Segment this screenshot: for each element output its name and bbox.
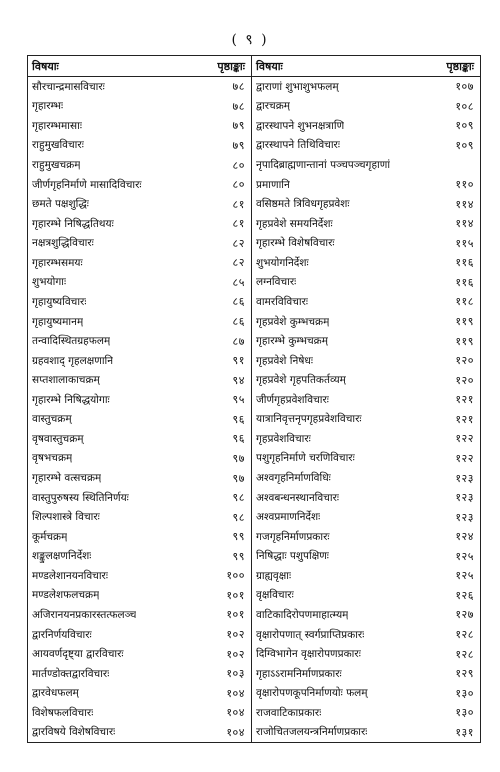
topic-text: कूर्मचक्रम् (32, 530, 68, 543)
page-ref: ८२ (232, 256, 245, 270)
page-ref: १२४ (455, 530, 474, 544)
right-index-row (252, 312, 480, 332)
page-ref: ९८ (232, 510, 245, 524)
right-index-row (252, 331, 480, 351)
topic-text: छमते पक्षशुद्धिः (32, 198, 89, 211)
page-ref: १०० (226, 569, 245, 583)
page-ref: १०१ (226, 608, 245, 622)
right-index-row (252, 370, 480, 390)
page-ref: ११४ (455, 197, 474, 211)
left-index-row (28, 273, 251, 293)
right-index-row (252, 586, 480, 606)
page-ref: १०८ (455, 99, 474, 113)
right-index-row (252, 116, 480, 136)
topic-text: मण्डलेशफलचक्रम् (32, 589, 100, 602)
left-index-row (28, 703, 251, 723)
left-index-row (28, 234, 251, 254)
topic-text: वाटिकादिरोपणमाहात्म्यम् (256, 608, 349, 621)
topic-text: वृषभचक्रम् (32, 452, 73, 465)
left-page-header: पृष्ठाङ्काः (217, 59, 245, 73)
left-index-row (28, 175, 251, 195)
page-ref: ९१ (232, 354, 245, 368)
right-index-row (252, 410, 480, 430)
page-ref: १०१ (226, 588, 245, 602)
page-ref: १३१ (455, 725, 474, 739)
topic-text: वृक्षारोपणकूपनिर्माणयोः फलम् (256, 687, 368, 700)
right-index-row (252, 77, 480, 97)
topic-text: राजवाटिकाप्रकारः (256, 706, 322, 719)
topic-text: सप्तशालाकाचक्रम् (32, 374, 100, 387)
left-index-row (28, 605, 251, 625)
left-index-row (28, 566, 251, 586)
topic-text: गृहारम्भे कुम्भचक्रम् (256, 335, 328, 348)
topic-text: तन्वादिस्थितग्रहफलम् (32, 335, 111, 348)
topic-text: मण्डलेशानयनविचारः (32, 569, 108, 582)
left-index-row (28, 77, 251, 97)
left-index-row (28, 683, 251, 703)
page-ref: ९७ (232, 471, 245, 485)
page-ref: १३० (455, 686, 474, 700)
page-ref: ८६ (232, 315, 245, 329)
right-index-row (252, 683, 480, 703)
topic-text: आयवर्णदृष्ट्या द्वारविचारः (32, 648, 124, 661)
topic-text: वृक्षविचारः (256, 589, 294, 602)
left-column (28, 56, 252, 742)
topic-text: गृहायुष्यमानम् (32, 315, 84, 328)
right-index-row (252, 253, 480, 273)
right-index-row (252, 97, 480, 117)
page-ref: ९५ (232, 393, 245, 407)
page-ref: १०९ (455, 119, 474, 133)
page-ref: १२३ (455, 491, 474, 505)
left-index-row (28, 214, 251, 234)
page-ref: १२१ (455, 393, 474, 407)
right-index-row (252, 488, 480, 508)
left-index-row (28, 449, 251, 469)
page-ref: १२३ (455, 471, 474, 485)
topic-text: द्वारचक्रम् (256, 100, 291, 113)
page-ref: ७९ (232, 119, 245, 133)
left-header-row (28, 56, 251, 77)
topic-text: निषिद्धाः पशुपक्षिणः (256, 550, 329, 563)
left-index-row (28, 625, 251, 645)
page-ref: ९६ (232, 412, 245, 426)
topic-text: गृहारम्भः (32, 100, 64, 113)
left-topic-header: विषयाः (32, 59, 59, 73)
page-ref: १२३ (455, 510, 474, 524)
left-index-row (28, 429, 251, 449)
page-ref: ११० (455, 178, 474, 192)
topic-text: वास्तुचक्रम् (32, 413, 72, 426)
left-index-row (28, 547, 251, 567)
topic-text: गृहारम्भे विशेषविचारः (256, 237, 335, 250)
topic-text: गृहाऽऽरामनिर्माणप्रकारः (256, 667, 342, 680)
topic-text: वृषवास्तुचक्रम् (32, 432, 84, 445)
right-index-row (252, 175, 480, 195)
topic-text: मार्तण्डोक्तद्वारविचारः (32, 667, 110, 680)
left-index-row (28, 370, 251, 390)
topic-text: नक्षत्रशुद्धिविचारः (32, 237, 94, 250)
page-ref: ११८ (455, 295, 474, 309)
left-index-row (28, 292, 251, 312)
right-rows (252, 77, 480, 742)
left-index-row (28, 664, 251, 684)
topic-text: गृहारम्भमासाः (32, 119, 82, 132)
left-index-row (28, 644, 251, 664)
right-index-row (252, 429, 480, 449)
topic-text: द्वारस्थापने तिथिविचारः (256, 139, 340, 152)
page-number: ( ९ ) (231, 32, 269, 48)
left-index-row (28, 468, 251, 488)
topic-text: अजिरानयनप्रकारस्तत्फलञ्च (32, 608, 137, 621)
left-index-row (28, 312, 251, 332)
page-ref: ९९ (232, 549, 245, 563)
left-index-row (28, 488, 251, 508)
topic-text: विशेषफलविचारः (32, 706, 94, 719)
page-ref: ७९ (232, 138, 245, 152)
page-ref: १०२ (226, 628, 245, 642)
page-ref: ९९ (232, 530, 245, 544)
page-ref: १०२ (226, 647, 245, 661)
topic-text: गृहप्रवेशविचारः (256, 432, 311, 445)
page-ref: १२१ (455, 412, 474, 426)
page-ref: ८६ (232, 295, 245, 309)
left-index-row (28, 155, 251, 175)
page-ref: १२९ (455, 667, 474, 681)
topic-text: सौरचान्द्रमासविचारः (32, 80, 105, 93)
left-rows (28, 77, 251, 742)
right-header-row (252, 56, 480, 77)
topic-text: गृहारम्भसमयः (32, 256, 83, 269)
right-index-row (252, 449, 480, 469)
page-ref: १०४ (226, 725, 245, 739)
topic-text: गृहप्रवेशे निषेधः (256, 354, 313, 367)
page-ref: ११६ (455, 275, 474, 289)
topic-text: दिग्विभागेन वृक्षारोपणप्रकारः (256, 648, 361, 661)
topic-text: शुभयोगनिर्देशः (256, 256, 309, 269)
topic-text: द्वारवेधफलम् (32, 687, 79, 700)
page-ref: १०३ (226, 667, 245, 681)
right-index-row (252, 390, 480, 410)
topic-text: लग्नविचारः (256, 276, 297, 289)
page-ref: १२८ (455, 647, 474, 661)
topic-text: यात्रानिवृत्तनृपगृहप्रवेशविचारः (256, 413, 362, 426)
page-ref: १२२ (455, 432, 474, 446)
right-index-row (252, 703, 480, 723)
left-index-row (28, 507, 251, 527)
topic-text: गजगृहनिर्माणप्रकारः (256, 530, 330, 543)
topic-text: अश्वप्रमाणनिर्देशः (256, 511, 321, 524)
page-ref: १०७ (455, 80, 474, 94)
left-index-row (28, 723, 251, 743)
page-ref: ८७ (232, 334, 245, 348)
left-index-row (28, 390, 251, 410)
topic-text: राहुमुखचक्रम् (32, 159, 81, 172)
page-ref: ११९ (455, 315, 474, 329)
left-index-row (28, 410, 251, 430)
page-ref: १०४ (226, 706, 245, 720)
topic-text: गृहप्रवेशे गृहपतिकर्तव्यम् (256, 374, 346, 387)
right-index-row (252, 507, 480, 527)
page-ref: १०९ (455, 138, 474, 152)
right-index-row (252, 136, 480, 156)
right-index-row (252, 351, 480, 371)
right-index-row (252, 273, 480, 293)
topic-text: प्रमाणानि (256, 178, 290, 191)
page-ref: १२५ (455, 549, 474, 563)
topic-text: वृक्षारोपणात् स्वर्गप्राप्तिप्रकारः (256, 628, 365, 641)
page-ref: १२२ (455, 451, 474, 465)
page-ref: ८० (232, 158, 245, 172)
page-ref: ८० (232, 178, 245, 192)
topic-text: शिल्पशास्त्रे विचारः (32, 511, 100, 524)
left-index-row (28, 97, 251, 117)
topic-text: शुभयोगाः (32, 276, 67, 289)
right-index-row (252, 664, 480, 684)
topic-text: गृहारम्भे निषिद्धयोगाः (32, 393, 110, 406)
page-ref: १२७ (455, 608, 474, 622)
right-index-row (252, 214, 480, 234)
page-ref: १२८ (455, 628, 474, 642)
page-ref: ७८ (232, 99, 245, 113)
page-ref: १२० (455, 354, 474, 368)
topic-text: नृपादिब्राह्मणान्तानां पञ्चपञ्चगृहाणां (256, 159, 391, 172)
topic-text: द्वारस्थापने शुभनक्षत्राणि (256, 119, 345, 132)
page-ref: ११४ (455, 217, 474, 231)
page-ref: ९६ (232, 432, 245, 446)
topic-text: पशुगृहनिर्माणे चरणिविचारः (256, 452, 355, 465)
left-index-row (28, 253, 251, 273)
topic-text: वसिष्ठमते त्रिविधगृहप्रवेशः (256, 198, 350, 211)
page-ref: १०४ (226, 686, 245, 700)
right-index-row (252, 234, 480, 254)
page-ref: १२६ (455, 588, 474, 602)
topic-text: शङ्कुलक्षणनिर्देशः (32, 550, 92, 563)
topic-text: अश्वबन्धनस्थानविचारः (256, 491, 340, 504)
left-index-row (28, 116, 251, 136)
topic-text: द्वाराणां शुभाशुभफलम् (256, 80, 339, 93)
page-ref: ९७ (232, 451, 245, 465)
page-ref: ८१ (232, 217, 245, 231)
topic-text: गृहप्रवेशे समयनिर्देशः (256, 217, 333, 230)
right-index-row (252, 194, 480, 214)
topic-text: जीर्णगृहनिर्माणे मासादिविचारः (32, 178, 142, 191)
topic-text: द्वारविषये विशेषविचारः (32, 726, 116, 739)
page-ref: ७८ (232, 80, 245, 94)
left-index-row (28, 527, 251, 547)
topic-text: ग्राह्यवृक्षाः (256, 569, 292, 582)
right-index-row (252, 468, 480, 488)
right-index-row (252, 292, 480, 312)
right-index-row (252, 644, 480, 664)
page-ref: ८५ (232, 275, 245, 289)
topic-text: राहुमुखविचारः (32, 139, 84, 152)
left-index-row (28, 586, 251, 606)
page-ref: ८२ (232, 236, 245, 250)
topic-text: द्वारनिर्णयविचारः (32, 628, 92, 641)
right-index-row (252, 155, 480, 175)
topic-text: गृहायुष्यविचारः (32, 295, 87, 308)
left-index-row (28, 331, 251, 351)
right-index-row (252, 527, 480, 547)
right-column (252, 56, 480, 742)
topic-text: वास्तुपुरुषस्य स्थितिनिर्णयः (32, 491, 129, 504)
right-index-row (252, 625, 480, 645)
topic-text: वामरविविचारः (256, 295, 309, 308)
topic-text: गृहारम्भे वत्सचक्रम् (32, 472, 102, 485)
page-ref: ११९ (455, 334, 474, 348)
right-index-row (252, 566, 480, 586)
page-ref: ११६ (455, 256, 474, 270)
right-page-header: पृष्ठाङ्काः (446, 59, 474, 73)
right-index-row (252, 547, 480, 567)
right-topic-header: विषयाः (256, 59, 283, 73)
left-index-row (28, 351, 251, 371)
page-ref: ९८ (232, 491, 245, 505)
page-ref: ९४ (232, 373, 245, 387)
index-table (27, 55, 481, 743)
page-ref: १३० (455, 706, 474, 720)
topic-text: गृहारम्भे निषिद्धतिथयः (32, 217, 114, 230)
left-index-row (28, 136, 251, 156)
page-ref: ८१ (232, 197, 245, 211)
page-ref: १२५ (455, 569, 474, 583)
topic-text: ग्रहवशाद् गृहलक्षणानि (32, 354, 114, 367)
topic-text: गृहप्रवेशे कुम्भचक्रम् (256, 315, 330, 328)
topic-text: अश्वगृहनिर्माणविधिः (256, 472, 331, 485)
page-ref: ११५ (455, 236, 474, 250)
topic-text: जीर्णगृहप्रवेशविचारः (256, 393, 329, 406)
right-index-row (252, 723, 480, 743)
left-index-row (28, 194, 251, 214)
page-ref: १२० (455, 373, 474, 387)
right-index-row (252, 605, 480, 625)
topic-text: राजोचितजलयन्त्रनिर्माणप्रकारः (256, 726, 368, 739)
